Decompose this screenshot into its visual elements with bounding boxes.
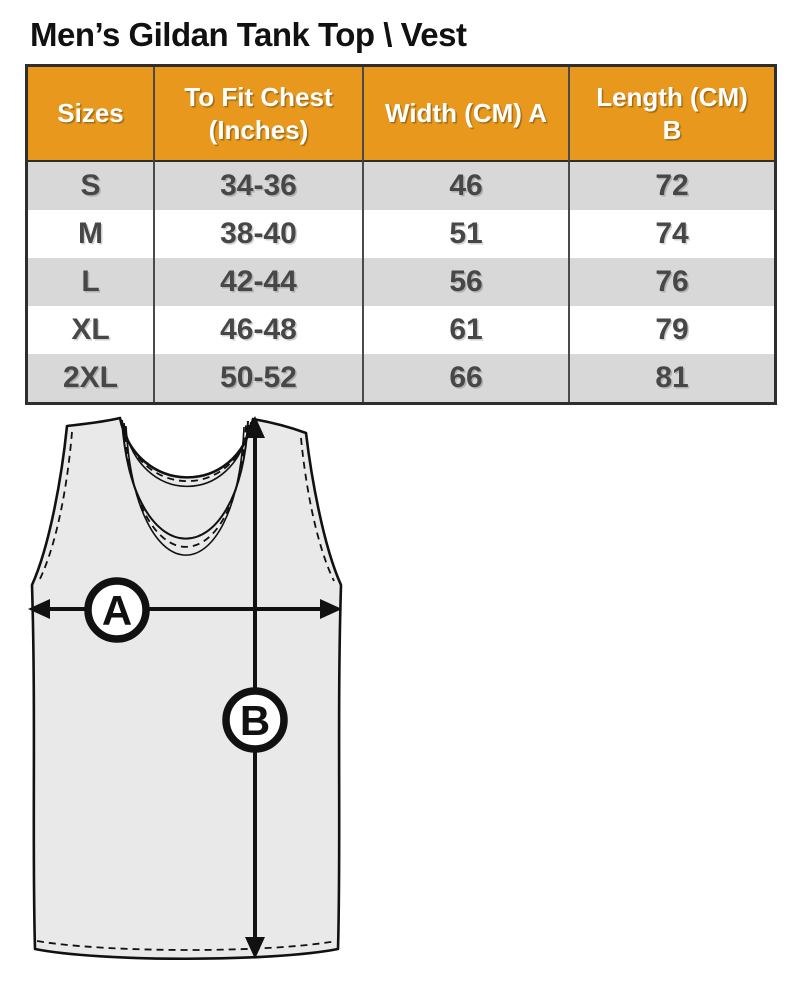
header-label: B: [662, 114, 682, 145]
size-table: [25, 64, 777, 405]
chest-cell: 42-44: [153, 258, 362, 306]
table-row: [28, 306, 774, 354]
header-label: Length (CM): [596, 82, 748, 112]
header-label: Sizes: [57, 98, 124, 129]
header-label: Width (CM) A: [385, 98, 547, 129]
label-b-text: B: [239, 697, 271, 744]
width-cell: 61: [362, 306, 568, 354]
length-cell: 79: [568, 306, 774, 354]
chest-cell: 38-40: [153, 210, 362, 258]
page-title: Men’s Gildan Tank Top \ Vest: [30, 16, 467, 53]
size-cell: L: [28, 258, 153, 306]
length-cell: 81: [568, 354, 774, 402]
size-cell: S: [28, 162, 153, 210]
table-row: [28, 258, 774, 306]
length-cell: 76: [568, 258, 774, 306]
width-cell: 66: [362, 354, 568, 402]
width-cell: 51: [362, 210, 568, 258]
size-cell: M: [28, 210, 153, 258]
header-label: (Inches): [208, 114, 309, 145]
table-header-row: [28, 67, 774, 162]
length-cell: 72: [568, 162, 774, 210]
table-row: [28, 162, 774, 210]
size-cell: XL: [28, 306, 153, 354]
table-body: [28, 162, 774, 402]
header-cell-width: [362, 67, 568, 162]
width-cell: 46: [362, 162, 568, 210]
tank-top-outline: [32, 418, 341, 959]
label-a-text: A: [101, 587, 133, 634]
tank-top-measurement-diagram: [22, 410, 354, 985]
chest-cell: 34-36: [153, 162, 362, 210]
header-cell-chest: [153, 67, 362, 162]
chest-cell: 50-52: [153, 354, 362, 402]
size-cell: 2XL: [28, 354, 153, 402]
table-row: [28, 210, 774, 258]
length-cell: 74: [568, 210, 774, 258]
table-row: [28, 354, 774, 402]
width-cell: 56: [362, 258, 568, 306]
chest-cell: 46-48: [153, 306, 362, 354]
header-cell-sizes: [28, 67, 153, 162]
header-label: To Fit Chest: [184, 82, 333, 112]
header-cell-length: [568, 67, 774, 162]
